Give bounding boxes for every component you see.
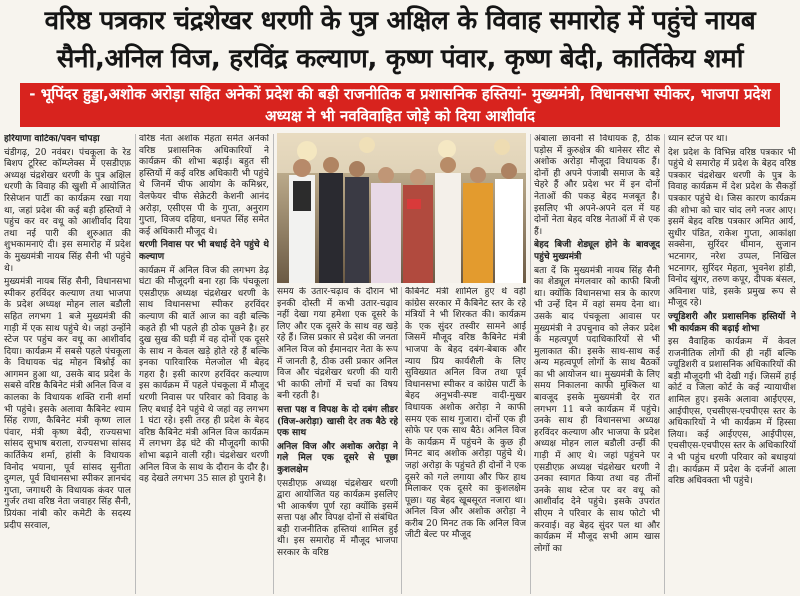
column-divider bbox=[664, 134, 665, 594]
paragraph: समय के उतार-चढ़ाव के दौरान भी इनकी दोस्ती में कभी उतार-चढ़ाव नहीं देखा गया हमेशा एक दूसरे के लिए और एक दूसरे के साथ वह खड़े रहे हैं। जिस प्रकार से प्रदेश की जनता अनिल विज को ईमानदार नेता के रूप में जानती है, ठीक उसी प्रकार अनिल विज और चंद्रशेखर धरणी की यारी भी काफी लोगों में चर्चा का विषय बनी रहती है। bbox=[277, 287, 398, 402]
paragraph: अंबाला छावनी से विधायक हैं, ठीक पड़ोस में कुरुक्षेत्र की थानेसर सीट से अशोक अरोड़ा मौजूदा विधायक हैं। दोनों ही अपने पंजाबी समाज के बड़े चेहरे हैं और प्रदेश भर में इन दोनों नेताओं की पकड़ बेहद मजबूत है। इसलिए भी अपने-अपने दल में यह दोनों नेता बेहद वरिष्ठ नेताओं में से एक हैं। bbox=[534, 134, 660, 237]
paragraph: वरिष्ठ नेता अशोक मेहता समेत अनेकों वरिष्ठ प्रशासनिक अधिकारियों ने कार्यक्रम की शोभा बढ़ाई। बहुत सी हस्तियों में कई वरिष्ठ अधिकारी भी पहुंचे थे जिनमें चीफ आयोग के कमिश्नर, वेलफेयर चीफ सेक्रेटरी केशनी आनंद अरोड़ा, एसीएस पी के गुप्ता, अनुराग गुप्ता, विजय दहिया, धनपत सिंह समेत कई अधिकारी मौजूद थे। bbox=[139, 134, 269, 237]
paragraph: ध्यान स्टेज पर था। bbox=[668, 134, 728, 144]
paragraph: चंडीगढ़, 20 नवंबर। पंचकूला के रेड बिशप टूरिस्ट कॉम्प्लेक्स में एसडीएफ़ अध्यक्ष चंद्रशेखर धरणी के पुत्र अक्षिल धरणी के विवाह की खुशी में आयोजित रिसेप्शन पार्टी का कार्यक्रम रखा गया था, जहां प्रदेश की कई बड़ी हस्तियों ने पहुंच कर वर वधू को आशीर्वाद दिया तथा नई पारी की शुरुआत की शुभकामनाएं दी। इस समारोह में प्रदेश के मुख्यमंत्री नायब सिंह सैनी भी पहुंचे थे। bbox=[4, 147, 131, 274]
column-divider bbox=[273, 134, 274, 594]
paragraph: कैबिनेट मंत्री शामिल हुए थे वहीं कांग्रेस सरकार में कैबिनेट स्तर के रहे मंत्रियों ने भी शिरकत की। कार्यक्रम के एक सुंदर तस्वीर सामने आई जिसमें मौजूद वरिष्ठ कैबिनेट मंत्री भाजपा के बेहद दबंग-बेबाक और न्याय प्रिय कार्यशैली के लिए सुविख्यात अनिल विज तथा पूर्व विधानसभा स्पीकर व कांग्रेस पार्टी के बेहद अनुभवी-स्पष्ट वादी-मुखर विधायक अशोक अरोड़ा ने काफी समय एक साथ गुजारा। दोनों एक ही सोफे पर एक साथ बैठे। अनिल विज के कार्यक्रम में पहुंचने के कुछ ही मिनट बाद अशोक अरोड़ा पहुंचे थे। जहां अरोड़ा के पहुंचते ही दोनों ने एक दूसरे को गले लगाया और फिर हाथ मिलाकर एक दूसरे का कुशलक्षेम पूछा। यह बेहद खूबसूरत नजारा था। अनिल विज और अशोक अरोड़ा ने करीब 20 मिनट तक कि अनिल विज जीटी बेल्ट पर मौजूद bbox=[405, 287, 526, 541]
section-heading: सत्ता पक्ष व विपक्ष के दो दबंग लीडर (विज-अरोड़ा) खासी देर तक बैठे रहे एक साथ bbox=[277, 404, 398, 439]
article-column-1 bbox=[4, 134, 131, 594]
paragraph: देश प्रदेश के विभिन्न वरिष्ठ पत्रकार भी पहुंचे थे समारोह में प्रदेश के बेहद वरिष्ठ पत्रकार चंद्रशेखर धरणी के पुत्र के विवाह कार्यक्रम में देश प्रदेश के सैकड़ों पत्रकार पहुंचे थे। जिस कारण कार्यक्रम की शोभा को चार चांद लगे नजर आए। इसमें बेहद वरिष्ठ पत्रकार अमित आर्य, सुधीर पंडित, राकेश गुप्ता, आकांक्षा सक्सेना, सुरिंदर धीमान, सुजान भटनागर, नरेश उप्पल, निखिल भटनागर, सुरिंदर मेहता, भुवनेश हांडी, विनोद खुंगर, तरुण कपूर, दीपक बंसल, अविनाश पांडे, इसके प्रमुख रूप से मौजूद रहे। bbox=[668, 147, 796, 309]
subheadline-banner: - भूपिंदर हुड्डा,अशोक अरोड़ा सहित अनेकों प्रदेश की बड़ी राजनीतिक व प्रशासनिक हस्तियां- मुख्यमंत्री, विधानसभा स्पीकर, भाजपा प्रदेश अध्यक्ष ने भी नवविवाहित जोड़े को दिया आशीर्वाद bbox=[20, 83, 780, 127]
article-column-5 bbox=[534, 134, 660, 594]
column-divider bbox=[401, 287, 402, 594]
paragraph: एसडीएफ़ अध्यक्ष चंद्रशेखर धरणी द्वारा आयोजित यह कार्यक्रम इसलिए भी आकर्षण पूर्ण रहा क्योंकि इसमें सत्ता पक्ष और विपक्ष दोनों से संबंधित बड़ी राजनीतिक हस्तियां शामिल हुई थी। इस समारोह में मौजूद भाजपा सरकार के वरिष्ठ bbox=[277, 478, 398, 559]
column-divider bbox=[135, 134, 136, 594]
paragraph: इस वैवाहिक कार्यक्रम में केवल राजनीतिक लोगों की ही नहीं बल्कि ज्यूडिशरी व प्रशासनिक अधिकारियों की बड़ी मौजूदगी भी देखी गई। जिसमें हाई कोर्ट व जिला कोर्ट के कई न्यायाधीश शामिल हुए। इसके अलावा आईएएस, आईपीएस, एचसीएस-एचपीएस स्तर के अधिकारियों ने भी कार्यक्रम में हिस्सा लिया। कई आईएएस, आईपीएस, एचसीएस-एचपीएस स्तर के अधिकारियों ने भी पहुंच धरणी परिवार को बधाइयां दी। कार्यक्रम में प्रदेश के दर्जनों आला वरिष्ठ अधिवक्ता भी पहुंचे। bbox=[668, 337, 796, 487]
section-subheading: अनिल विज और अशोक अरोड़ा ने गले मिल एक दूसरे से पूछा कुशलक्षेम bbox=[277, 441, 398, 475]
wedding-photo bbox=[277, 133, 526, 283]
article-column-3 bbox=[277, 287, 398, 594]
section-heading: बेहद बिजी शेड्यूल होने के बावजूद पहुंचे मुख्यमंत्री bbox=[534, 240, 660, 262]
column-divider bbox=[530, 134, 531, 594]
article-column-6 bbox=[668, 134, 796, 594]
paragraph: मुख्यमंत्री नायब सिंह सैनी, विधानसभा स्पीकर हरविंदर कल्याण तथा भाजपा के प्रदेश अध्यक्ष मोहन लाल बडौली सहित लगभग 1 बजे मुख्यमंत्री की गाड़ी में एक साथ पहुंचे थे। जहां उन्होंने स्टेज पर पहुंच कर वधू का आशीर्वाद दिया। कार्यक्रम में सबसे पहले पंचकूला के विधायक चंद्र मोहन बिश्नोई का आगमन हुआ था, उसके बाद प्रदेश के सबसे वरिष्ठ कैबिनेट मंत्री अनिल विज व कालका के विधायक शक्ति रानी शर्मा भी पहुंचे। इसके अलावा कैबिनेट श्याम सिंह राणा, कैबिनेट मंत्री कृष्ण लाल पंवार, मंत्री कृष्ण बेदी, राज्यसभा सांसद सुभाष बराला, राज्यसभा सांसद कार्तिकेय शर्मा, हांसी के विधायक विनोद भयाना, पूर्व सांसद सुनीता दुग्गल, पूर्व विधानसभा स्पीकर ज्ञानचंद गुप्ता, जगाधरी के विधायक कंवर पाल गुर्जर तथा वरिष्ठ नेता जवाहर सिंह सैनी, प्रियंका नांबी कोर कमेटी के सदस्य प्रदीप सरवाल, bbox=[4, 277, 131, 531]
paragraph: कार्यक्रम में अनिल विज की लगभग डेढ़ घंटा की मौजूदगी बना रहा कि पंचकूला एसडीएफ़ अध्यक्ष चंद्रशेखर धरणी के साथ विधानसभा स्पीकर हरविंदर कल्याण की बातें आज का वही बल्कि कहते ही भी पहले ही ठोक पूछने है। हर दुख सुख की घड़ी में वह दोनों एक दूसरे के साथ न केवल खड़े होते रहे हैं बल्कि इनका पारिवारिक मेलजोल भी बेहद गहरा है। इसी कारण हरविंदर कल्याण इस कार्यक्रम में पहले पंचकूला में मौजूद धरणी निवास पर परिवार को विवाह के लिए बधाई देने पहुंचे थे जहां वह लगभग 1 घंटा रहे। इसी तरह ही प्रदेश के बेहद वरिष्ठ कैबिनेट मंत्री अनिल विज कार्यक्रम में लगभग डेढ़ घंटे की मौजूदगी काफी शोभा बढ़ाने वाली रही। चंद्रशेखर धरणी अनिल विज के साथ के दौरान के दौर है। वह देखते लगभग 35 साल हो पुराने है। bbox=[139, 265, 269, 485]
headline: वरिष्ठ पत्रकार चंद्रशेखर धरणी के पुत्र अक्षिल के विवाह समारोह में पहुंचे नायब सैनी,अनिल विज, हरविंद्र कल्याण, कृष्ण पंवार, कृष्ण बेदी, कार्तिकेय शर्मा bbox=[44, 6, 756, 74]
article-column-4 bbox=[405, 287, 526, 594]
wedding-photo-illustration bbox=[277, 133, 526, 283]
section-heading: ज्यूडिशरी और प्रशासनिक हस्तियों ने भी कार्यक्रम की बढ़ाई शोभा bbox=[668, 311, 796, 334]
byline: हरियाणा वाटिका/पवन चोपड़ा bbox=[4, 134, 100, 144]
article-column-2 bbox=[139, 134, 269, 594]
paragraph: बता दें कि मुख्यमंत्री नायब सिंह सैनी का शेड्यूल मंगलवार को काफी बिजी था। क्योंकि विधानसभा सत्र के कारण भी उन्हें दिन में वहां समय देना था। उसके बाद पंचकूला आवास पर मुख्यमंत्री ने उपचुनाव को लेकर प्रदेश के महत्वपूर्ण पदाधिकारियों से भी मुलाकात की। इसके साथ-साथ कई अन्य महत्वपूर्ण लोगों के साथ बैठकों का भी आयोजन था। मुख्यमंत्री के लिए समय निकालना काफी मुश्किल था बावजूद इसके मुख्यमंत्री देर रात लगभग 11 बजे कार्यक्रम में पहुंचे। उनके साथ ही विधानसभा अध्यक्ष हरविंदर कल्याण और भाजपा के प्रदेश अध्यक्ष मोहन लाल बडौली उन्हीं की गाड़ी में आए थे। जहां पहुंचने पर एसडीएफ़ अध्यक्ष चंद्रशेखर धरणी ने उनका स्वागत किया तथा वह तीनों उनके साथ स्टेज पर वर वधू को आशीर्वाद देने पहुंचे। इसके उपरांत सीएम ने परिवार के साथ फोटो भी करवाई। वह बेहद सुंदर पल था और कार्यक्रम में मौजूद सभी आम खास लोगों का bbox=[534, 265, 660, 554]
section-heading: धरणी निवास पर भी बधाई देने पहुंचे थे कल्याण bbox=[139, 240, 269, 262]
